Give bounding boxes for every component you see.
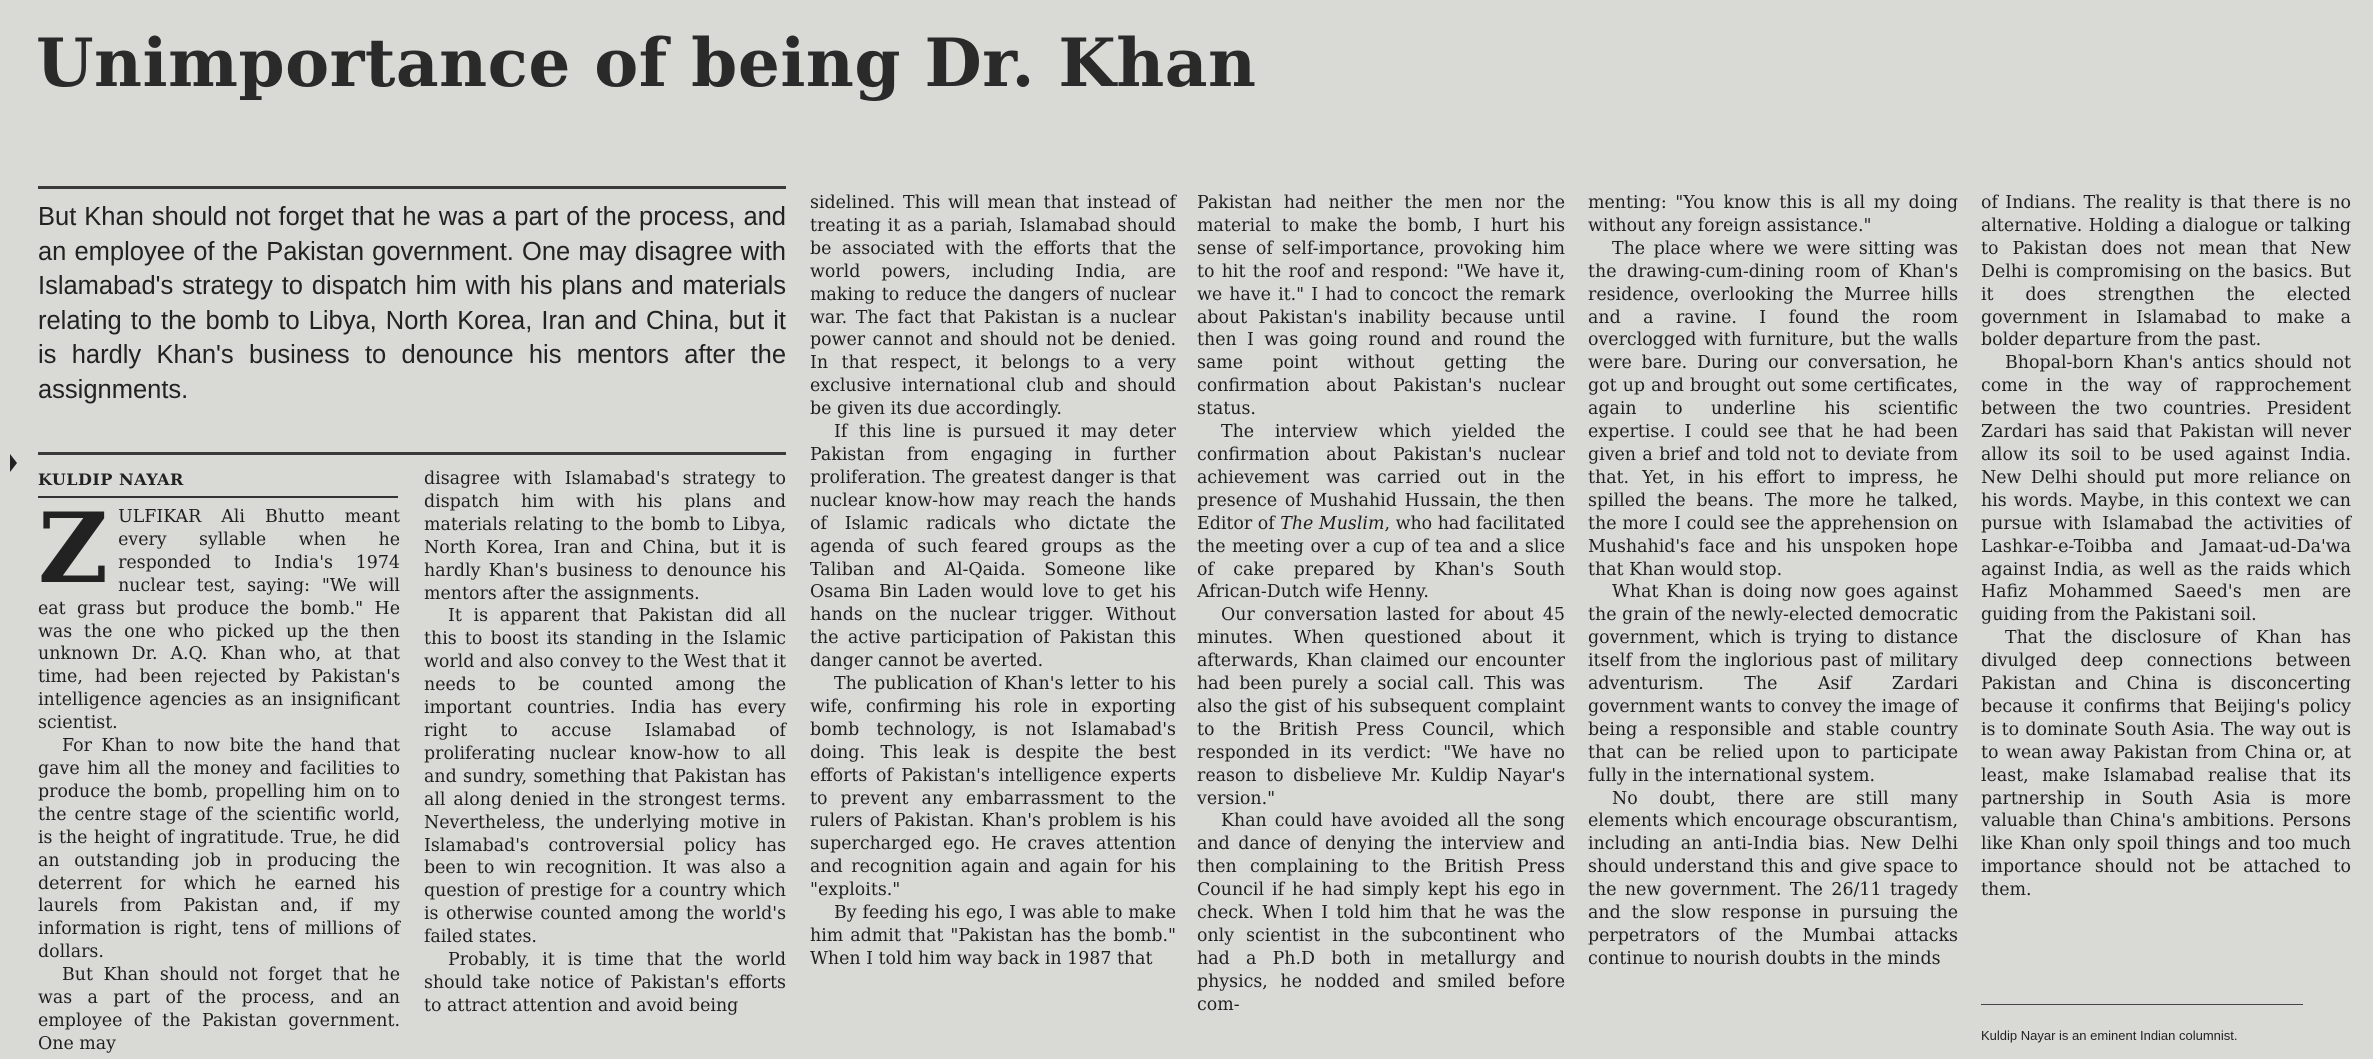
deck-rule-top bbox=[38, 186, 786, 189]
paragraph: Khan could have avoided all the song and dance of denying the interview and then complaining to the British Press Council if he had simply kept his ego in check. When I told him that he was the only scientist in the subcontinent who had a Ph.D both in metallurgy and physics, he nodded and smiled before com- bbox=[1197, 811, 1565, 1015]
paragraph: It is apparent that Pakistan did all this to boost its standing in the Islamic world and also convey to the West that it needs to be counted among the important countries. India has every right to accuse Islamabad of proliferating nuclear know-how to all and sundry, something that Pakistan has all along denied in the strongest terms. Nevertheless, the underlying motive in Islamabad's controversial policy has been to win recognition. It was also a question of prestige for a country which is otherwise counted among the world's failed states. bbox=[424, 606, 786, 948]
column-4 bbox=[1197, 192, 1565, 1054]
paragraph: For Khan to now bite the hand that gave him all the money and facilities to produce the bomb, propelling him on to the centre stage of the scientific world, is the height of ingratitude. True, he did an outstanding job in producing the deterrent for which he earned his laurels from Pakistan and, if my information is right, tens of millions of dollars. bbox=[38, 736, 400, 963]
publication-name: The Muslim bbox=[1280, 513, 1385, 534]
author-tagline: Kuldip Nayar is an eminent Indian columnist. bbox=[1981, 1028, 2238, 1043]
byline: KULDIP NAYAR bbox=[38, 470, 184, 489]
margin-arrow-icon bbox=[10, 454, 17, 472]
paragraph: sidelined. This will mean that instead of treating it as a pariah, Islamabad should be associated with the efforts that the world powers, including India, are making to reduce the dangers of nuclear war. The fact that Pakistan is a nuclear power cannot and should not be denied. In that respect, it belongs to a very exclusive international club and should be given its due accordingly. bbox=[810, 193, 1176, 420]
paragraph: menting: "You know this is all my doing without any foreign assistance." bbox=[1588, 193, 1958, 236]
paragraph bbox=[38, 492, 400, 735]
paragraph: By feeding his ego, I was able to make him admit that "Pakistan has the bomb." When I told him way back in 1987 that bbox=[810, 903, 1176, 969]
drop-cap: Z bbox=[38, 492, 109, 605]
end-rule bbox=[1981, 1004, 2303, 1005]
paragraph: disagree with Islamabad's strategy to dispatch him with his plans and materials relating to the bomb to Libya, North Korea, Iran and China, but it is hardly Khan's business to denounce his mentors after the assignments. bbox=[424, 469, 786, 604]
paragraph: Bhopal-born Khan's antics should not come in the way of rapprochement between the two countries. President Zardari has said that Pakistan will never allow its soil to be used against India. New Delhi should put more reliance on his words. Maybe, in this context we can pursue with Islamabad the activities of Lashkar-e-Toibba and Jamaat-ud-Da'wa against India, as well as the raids which Hafiz Mohammed Saeed's men are guiding from the Pakistani soil. bbox=[1981, 353, 2351, 626]
paragraph-text: , who had facilitated the meeting over a cup of tea and a slice of cake prepared by Khan's South African-Dutch wife Henny. bbox=[1197, 513, 1566, 603]
paragraph: The publication of Khan's letter to his wife, confirming his role in exporting bomb technology, is not Islamabad's doing. This leak is despite the best efforts of Pakistan's intelligence experts to prevent any embarrassment to the rulers of Pakistan. Khan's problem is his supercharged ego. He craves attention and recognition again and again for his "exploits." bbox=[810, 674, 1176, 901]
column-6 bbox=[1981, 192, 2351, 1054]
paragraph-text: The interview which yielded the confirmation about Pakistan's nuclear achievement was carried out in the presence of Mushahid Hussain, the then Editor of bbox=[1197, 422, 1565, 534]
paragraph: That the disclosure of Khan has divulged deep connections between Pakistan and China is disconcerting because it confirms that Beijing's policy is to dominate South Asia. The way out is to wean away Pakistan from China or, at least, make Islamabad realise that its partnership in South Asia is more valuable than China's ambitions. Persons like Khan only spoil things and too much importance should not be attached to them. bbox=[1981, 628, 2351, 901]
paragraph: Pakistan had neither the men nor the material to make the bomb, I hurt his sense of self-importance, provoking him to hit the roof and respond: "We have it, we have it." I had to concoct the remark about Pakistan's inability because until then I was going round and round the same point without getting the confirmation about Pakistan's nuclear status. bbox=[1197, 193, 1565, 420]
column-3 bbox=[810, 192, 1176, 1054]
deck-rule-bottom bbox=[38, 452, 786, 455]
column-1 bbox=[38, 492, 400, 1054]
paragraph: Our conversation lasted for about 45 minutes. When questioned about it afterwards, Khan claimed our encounter had been purely a social call. This was also the gist of his subsequent complaint to the British Press Council, which responded in its verdict: "We have no reason to disbelieve Mr. Kuldip Nayar's version." bbox=[1197, 605, 1565, 809]
column-5 bbox=[1588, 192, 1958, 1054]
paragraph: But Khan should not forget that he was a part of the process, and an employee of the Pakistan government. One may bbox=[38, 965, 400, 1054]
paragraph bbox=[1197, 421, 1565, 604]
paragraph: of Indians. The reality is that there is no alternative. Holding a dialogue or talking to Pakistan does not mean that New Delhi is compromising on the basics. But it does strengthen the elected government in Islamabad to make a bolder departure from the past. bbox=[1981, 193, 2351, 351]
paragraph: No doubt, there are still many elements which encourage obscurantism, including an anti-India bias. New Delhi should understand this and give space to the new government. The 26/11 tragedy and the slow response in pursuing the perpetrators of the Mumbai attacks continue to nourish doubts in the minds bbox=[1588, 788, 1958, 969]
headline: Unimportance of being Dr. Khan bbox=[36, 24, 1257, 102]
paragraph: If this line is pursued it may deter Pakistan from engaging in further proliferation. The greatest danger is that nuclear know-how may reach the hands of Islamic radicals who dictate the agenda of such feared groups as the Taliban and Al-Qaida. Someone like Osama Bin Laden would love to get his hands on the nuclear trigger. Without the active participation of Pakistan this danger cannot be averted. bbox=[810, 422, 1176, 672]
deck-pullquote: But Khan should not forget that he was a part of the process, and an employee of the Pakistan government. One may disagree with Islamabad's strategy to dispatch him with his plans and materials relating to the bomb to Libya, North Korea, Iran and China, but it is hardly Khan's business to denounce his mentors after the assignments. bbox=[38, 203, 786, 404]
paragraph: Probably, it is time that the world should take notice of Pakistan's efforts to attract attention and avoid being bbox=[424, 950, 786, 1016]
paragraph: The place where we were sitting was the drawing-cum-dining room of Khan's residence, overlooking the Murree hills and a ravine. I found the room overclogged with furniture, but the walls were bare. During our conversation, he got up and brought out some certificates, again to underline his scientific expertise. I could see that he had been given a brief and told not to deviate from that. Yet, in his effort to impress, he spilled the beans. The more he talked, the more I could see the apprehension on Mushahid's face and his unspoken hope that Khan would stop. bbox=[1588, 238, 1958, 580]
paragraph: What Khan is doing now goes against the grain of the newly-elected democratic government, which is trying to distance itself from the inglorious past of military adventurism. The Asif Zardari government wants to convey the image of being a responsible and stable country that can be relied upon to participate fully in the international system. bbox=[1588, 582, 1958, 786]
paragraph-text: ULFIKAR Ali Bhutto meant every syllable when he responded to India's 1974 nuclear test, saying: "We will eat grass but produce the bomb." He was the one who picked up the then unknown Dr. A.Q. Khan who, at that time, had been rejected by Pakistan's intelligence agencies as an insignificant scientist. bbox=[38, 507, 400, 734]
column-2 bbox=[424, 468, 786, 1054]
